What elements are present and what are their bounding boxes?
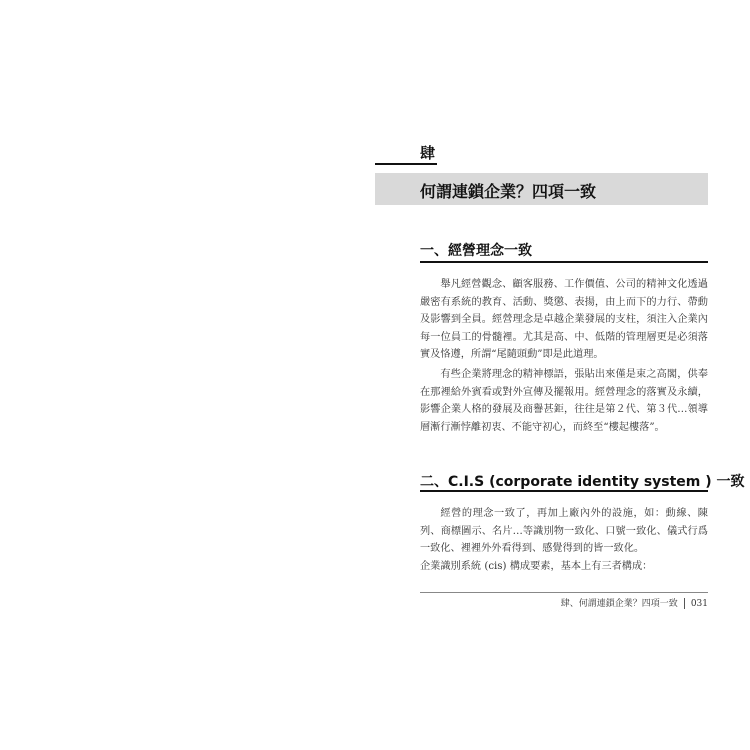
chapter-title-band [375,173,708,205]
paragraph-2-1: 經營的理念一致了，再加上廠內外的設施，如：動線、陳列、商標圖示、名片…等識別物一致化、口號一致化、儀式行爲一致化、裡裡外外看得到、感覺得到的皆一致化。 [420,508,708,554]
chapter-rule [375,163,437,165]
footer-rule [420,592,708,593]
section-heading-1: 一、經營理念一致 [420,243,532,259]
running-title: 肆、何謂連鎖企業？四項一致 [560,599,678,609]
page-number: 031 [690,599,708,609]
running-footer [420,596,708,609]
chapter-title: 何謂連鎖企業？四項一致 [420,182,597,201]
chapter-number: 肆 [420,144,436,162]
paragraph-1-1: 舉凡經營觀念、顧客服務、工作價值、公司的精神文化透過嚴密有系統的教育、活動、獎懲、表揚，由上而下的力行、帶動及影響到全員。經營理念是卓越企業發展的支柱，須注入企業內每一位員工的骨髓裡。尤其是高、中、低階的管理層更是必須落實及恪遵，所謂“尾隨頭動”即是此道理。 [420,279,708,360]
paragraph-1-2: 有些企業將理念的精神標語，張貼出來僅是束之高閣，供奉在那裡給外賓看或對外宣傳及擺報用。經營理念的落實及永續，影響企業人格的發展及商譽甚鉅，往往是第２代、第３代…領導層漸行漸悖離初衷、不能守初心，而終至“樓起樓落”。 [420,369,708,433]
paragraph-2-2: 企業識別系統 (cis) 構成要素，基本上有三者構成： [420,561,653,572]
section-rule-2 [420,490,708,492]
section-rule-1 [420,261,708,263]
section-heading-2: 二、C.I.S (corporate identity system ) 一致 [420,474,745,490]
footer-separator [684,598,685,609]
